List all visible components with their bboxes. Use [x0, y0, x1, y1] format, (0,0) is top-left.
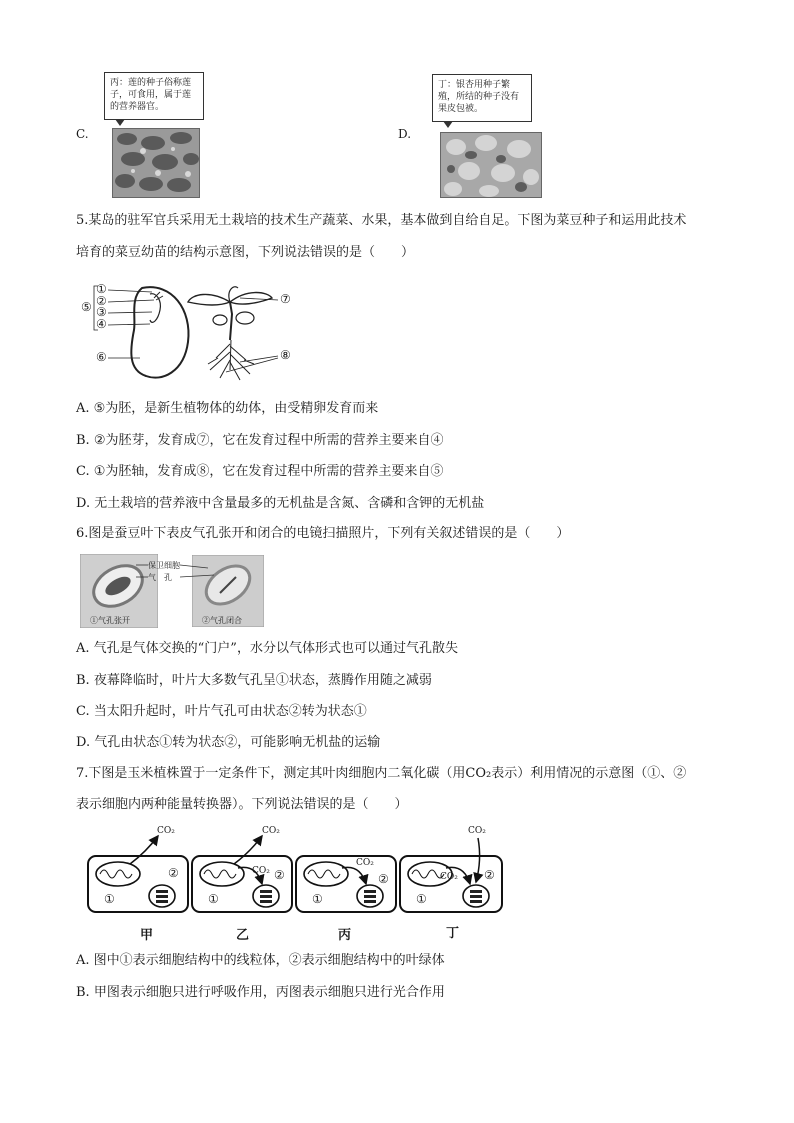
co2-label-jia: CO₂: [157, 826, 175, 836]
option-c-callout: 丙：莲的种子俗称莲子，可食用，属于莲的营养器官。: [104, 72, 204, 120]
caption-stoma-closed: ②气孔闭合: [202, 616, 242, 625]
cell-bing-circle-2: ②: [378, 872, 389, 886]
cell-yi-circle-2: ②: [274, 868, 285, 882]
stoma-pointer-lines: [132, 560, 222, 584]
label-2: ②: [96, 294, 107, 308]
q7-option-b: B. 甲图表示细胞只进行呼吸作用，丙图表示细胞只进行光合作用: [76, 985, 445, 1000]
cell-ding-circle-1: ①: [416, 892, 427, 906]
q5-stem-line2: 培育的菜豆幼苗的结构示意图，下列说法错误的是（ ）: [76, 245, 415, 260]
q5-option-a: A. ⑤为胚，是新生植物体的幼体，由受精卵发育而来: [76, 401, 379, 416]
q6-option-d: D. 气孔由状态①转为状态②，可能影响无机盐的运输: [76, 735, 381, 750]
label-7: ⑦: [280, 292, 291, 306]
label-1: ①: [96, 282, 107, 296]
lotus-seed-image: [112, 128, 200, 198]
q6-option-c: C. 当太阳升起时，叶片气孔可由状态②转为状态①: [76, 704, 367, 719]
cell-bing-circle-1: ①: [312, 892, 323, 906]
q7-stem-line1: 7.下图是玉米植株置于一定条件下，测定其叶肉细胞内二氧化碳（用CO₂表示）利用情况的示意图（①、②: [76, 766, 687, 781]
label-6: ⑥: [96, 350, 107, 364]
co2-cell-diagram: [86, 824, 506, 916]
cell-label-yi: 乙: [236, 928, 250, 943]
caption-stoma-open: ①气孔张开: [90, 616, 130, 625]
label-stoma: 气 孔: [148, 573, 172, 582]
co2-label-bing: CO₂: [356, 858, 374, 868]
q6-option-b: B. 夜幕降临时，叶片大多数气孔呈①状态，蒸腾作用随之减弱: [76, 673, 432, 688]
q5-option-d: D. 无土栽培的营养液中含量最多的无机盐是含氮、含磷和含钾的无机盐: [76, 496, 485, 511]
cell-label-bing: 丙: [338, 928, 352, 943]
q6-stem: 6.图是蚕豆叶下表皮气孔张开和闭合的电镜扫描照片，下列有关叙述错误的是（ ）: [76, 526, 570, 541]
label-4: ④: [96, 317, 107, 331]
q7-stem-line2: 表示细胞内两种能量转换器）。下列说法错误的是（ ）: [76, 797, 408, 812]
label-3: ③: [96, 305, 107, 319]
co2-label-yi-inner: CO₂: [252, 866, 270, 876]
q5-option-c: C. ①为胚轴，发育成⑧，它在发育过程中所需的营养主要来自⑤: [76, 464, 444, 479]
option-d-letter: D.: [398, 127, 412, 141]
option-d-callout: 丁：银杏用种子繁殖，所结的种子没有果皮包被。: [432, 74, 532, 122]
label-8: ⑧: [280, 348, 291, 362]
ginkgo-seed-image: [440, 132, 542, 198]
co2-label-yi: CO₂: [262, 826, 280, 836]
label-guard-cell: 保卫细胞: [148, 561, 180, 570]
option-c-letter: C.: [76, 127, 89, 141]
cell-jia-circle-2: ②: [168, 866, 179, 880]
label-5: ⑤: [81, 300, 92, 314]
cell-label-jia: 甲: [140, 928, 154, 943]
q7-option-a: A. 图中①表示细胞结构中的线粒体，②表示细胞结构中的叶绿体: [76, 953, 445, 968]
q5-stem-line1: 5.某岛的驻军官兵采用无土栽培的技术生产蔬菜、水果，基本做到自给自足。下图为菜豆种子和运用此技术: [76, 213, 687, 228]
cell-label-ding: 丁: [446, 926, 460, 941]
cell-jia-circle-1: ①: [104, 892, 115, 906]
cell-yi-circle-1: ①: [208, 892, 219, 906]
cell-ding-circle-2: ②: [484, 868, 495, 882]
co2-label-ding: CO₂: [468, 826, 486, 836]
q5-option-b: B. ②为胚芽，发育成⑦，它在发育过程中所需的营养主要来自④: [76, 433, 444, 448]
co2-label-ding-inner: CO₂: [440, 872, 458, 882]
bean-seed-seedling-diagram: [80, 280, 310, 388]
q6-option-a: A. 气孔是气体交换的“门户”，水分以气体形式也可以通过气孔散失: [76, 641, 458, 656]
